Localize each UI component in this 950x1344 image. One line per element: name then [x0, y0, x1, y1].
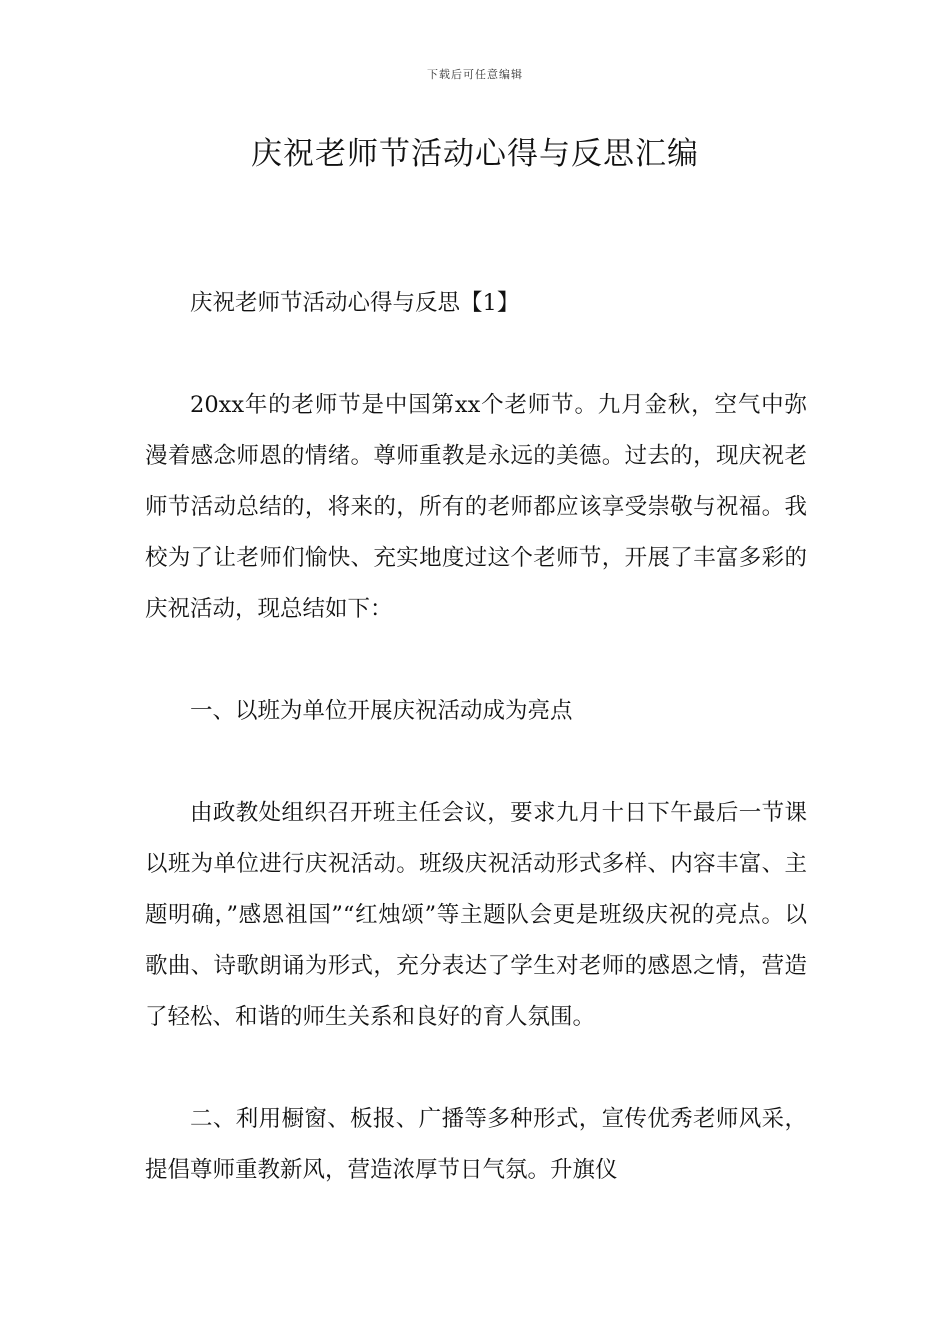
section-heading: 庆祝老师节活动心得与反思【1】 — [190, 290, 520, 316]
subheading-one: 一、以班为单位开展庆祝活动成为亮点 — [190, 698, 573, 724]
page-header-note: 下载后可任意编辑 — [427, 68, 523, 81]
paragraph-spacer — [145, 329, 807, 380]
paragraph-spacer — [145, 1043, 807, 1094]
document-body — [145, 278, 807, 1196]
paragraph-spacer — [145, 737, 807, 788]
body-paragraph-publicity: 二、利用橱窗、板报、广播等多种形式，宣传优秀老师风采，提倡尊师重教新风，营造浓厚节日气氛。升旗仪 — [145, 1106, 807, 1183]
document-title: 庆祝老师节活动心得与反思汇编 — [251, 136, 699, 172]
paragraph-spacer — [145, 635, 807, 686]
body-paragraph-intro: 20xx年的老师节是中国第xx个老师节。九月金秋，空气中弥漫着感念师恩的情绪。尊师重教是永远的美德。过去的，现庆祝老师节活动总结的，将来的，所有的老师都应该享受崇敬与祝福。我校为了让老师们愉快、充实地度过这个老师节，开展了丰富多彩的庆祝活动，现总结如下： — [145, 392, 807, 622]
body-paragraph-class-activities: 由政教处组织召开班主任会议，要求九月十日下午最后一节课以班为单位进行庆祝活动。班级庆祝活动形式多样、内容丰富、主题明确，”感恩祖国”“红烛颂”等主题队会更是班级庆祝的亮点。以歌曲、诗歌朗诵为形式，充分表达了学生对老师的感恩之情，营造了轻松、和谐的师生关系和良好的育人氛围。 — [145, 800, 807, 1030]
